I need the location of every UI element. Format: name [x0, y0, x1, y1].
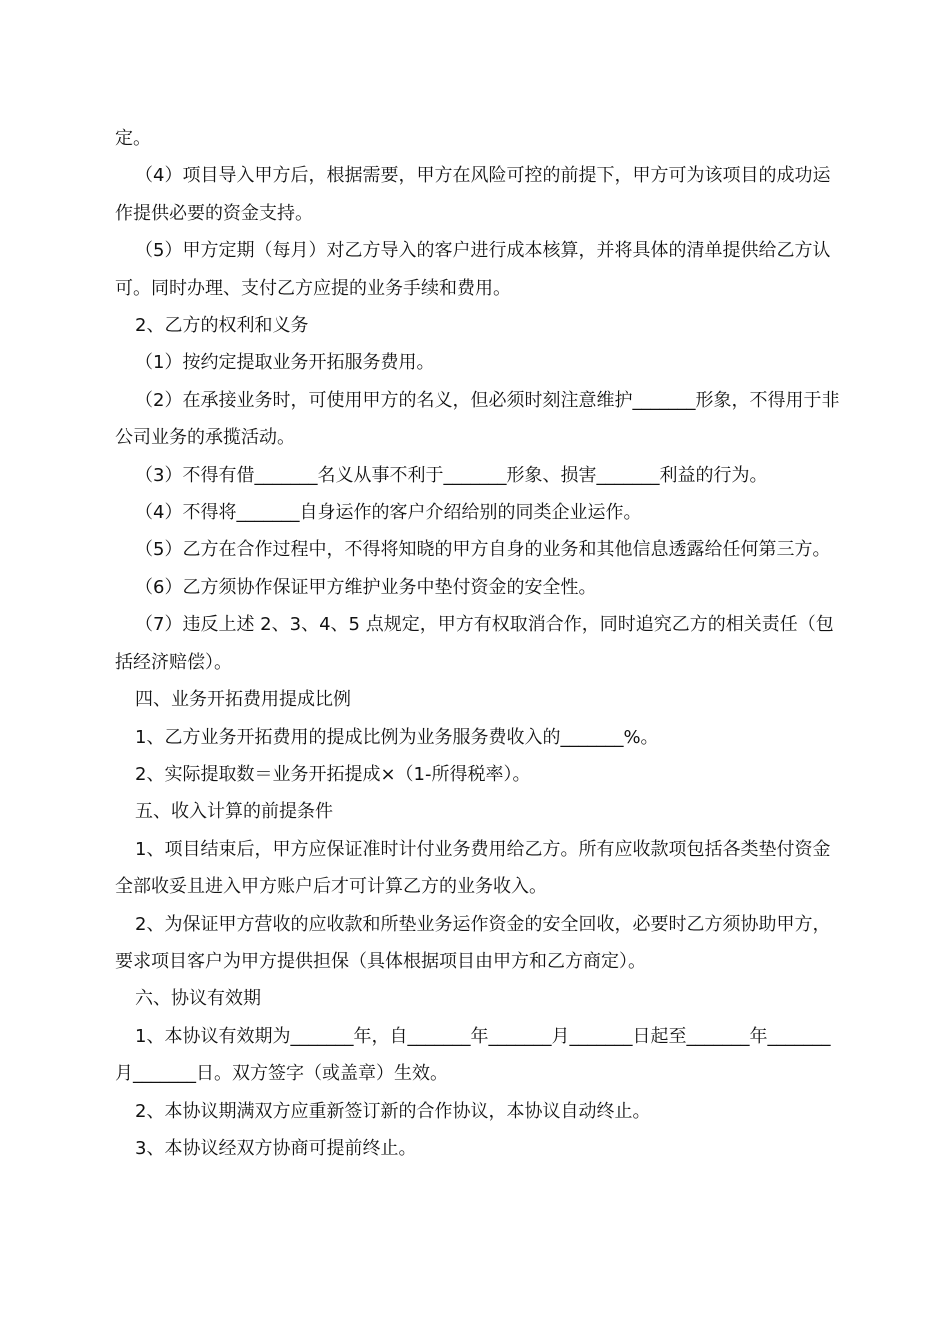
paragraph-validity-item-1: 1、本协议有效期为_______年，自_______年_______月_______日起至_______年_______月_______日。双方签字（或盖章）生效。	[115, 1025, 831, 1085]
section-heading-party-b-rights: 2、乙方的权利和义务	[135, 315, 309, 337]
paragraph-commission-item-2: 2、实际提取数＝业务开拓提成×（1-所得税率）。	[135, 763, 531, 785]
paragraph-party-b-item-2: （2）在承接业务时，可使用甲方的名义，但必须时刻注意维护_______形象，不得用于非公司业务的承揽活动。	[115, 389, 840, 449]
document-body	[115, 120, 845, 1167]
paragraph-validity-item-3: 3、本协议经双方协商可提前终止。	[135, 1137, 417, 1159]
section-heading-income-conditions: 五、收入计算的前提条件	[135, 801, 333, 823]
paragraph-party-b-item-4: （4）不得将_______自身运作的客户介绍给别的同类企业运作。	[135, 502, 642, 524]
paragraph-income-item-1: 1、项目结束后，甲方应保证准时计付业务费用给乙方。所有应收款项包括各类垫付资金全部收妥且进入甲方账户后才可计算乙方的业务收入。	[115, 838, 831, 898]
paragraph-party-b-item-3: （3）不得有借_______名义从事不利于_______形象、损害_______利益的行为。	[135, 464, 768, 486]
paragraph-validity-item-2: 2、本协议期满双方应重新签订新的合作协议，本协议自动终止。	[135, 1100, 651, 1122]
section-heading-validity-period: 六、协议有效期	[135, 988, 261, 1010]
paragraph-party-b-item-6: （6）乙方须协作保证甲方维护业务中垫付资金的安全性。	[135, 576, 597, 598]
paragraph-income-item-2: 2、为保证甲方营收的应收款和所垫业务运作资金的安全回收，必要时乙方须协助甲方，要求项目客户为甲方提供担保（具体根据项目由甲方和乙方商定）。	[115, 913, 831, 972]
section-heading-commission-ratio: 四、业务开拓费用提成比例	[135, 689, 351, 711]
paragraph-party-a-item-4: （4）项目导入甲方后，根据需要，甲方在风险可控的前提下，甲方可为该项目的成功运作提供必要的资金支持。	[115, 165, 831, 224]
paragraph-party-a-item-5: （5）甲方定期（每月）对乙方导入的客户进行成本核算，并将具体的清单提供给乙方认可。同时办理、支付乙方应提的业务手续和费用。	[115, 240, 831, 299]
paragraph-party-b-item-7: （7）违反上述 2、3、4、5 点规定，甲方有权取消合作，同时追究乙方的相关责任（包括经济赔偿）。	[115, 614, 834, 673]
paragraph-party-b-item-5: （5）乙方在合作过程中，不得将知晓的甲方自身的业务和其他信息透露给任何第三方。	[135, 539, 831, 561]
paragraph-commission-item-1: 1、乙方业务开拓费用的提成比例为业务服务费收入的_______%。	[135, 726, 659, 748]
paragraph-continuation: 定。	[115, 128, 151, 149]
paragraph-party-b-item-1: （1）按约定提取业务开拓服务费用。	[135, 352, 435, 374]
